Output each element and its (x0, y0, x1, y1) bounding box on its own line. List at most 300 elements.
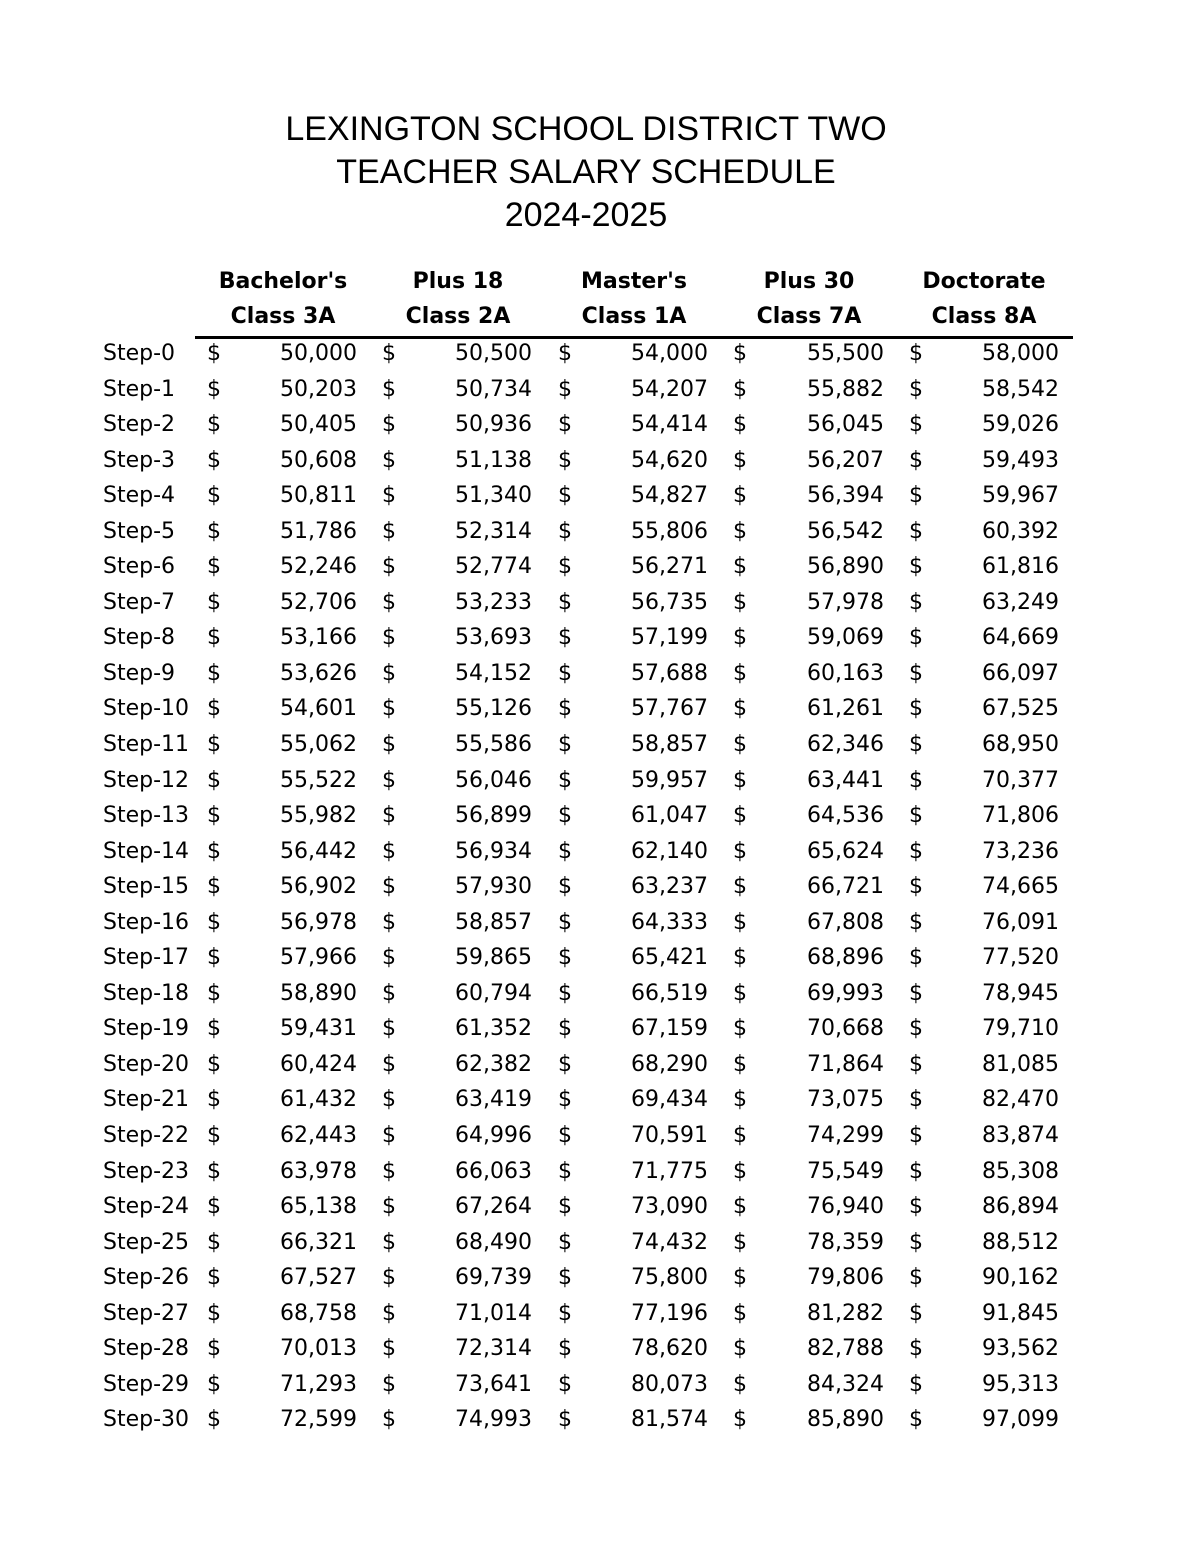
salary-value: 68,290 (631, 1051, 708, 1077)
column-header-masters (546, 264, 722, 334)
step-label: Step-19 (103, 1016, 190, 1042)
salary-value: 70,013 (280, 1336, 357, 1362)
currency-symbol: $ (733, 838, 747, 864)
salary-value: 66,519 (631, 980, 708, 1006)
currency-symbol: $ (382, 554, 396, 580)
currency-symbol: $ (382, 838, 396, 864)
salary-value: 74,665 (982, 874, 1059, 900)
column-header-degree: Master's (581, 269, 687, 294)
currency-symbol: $ (909, 874, 923, 900)
salary-value: 58,890 (280, 980, 357, 1006)
salary-value: 50,405 (280, 412, 357, 438)
currency-symbol: $ (733, 1158, 747, 1184)
salary-value: 59,431 (280, 1016, 357, 1042)
salary-value: 90,162 (982, 1265, 1059, 1291)
salary-value: 76,091 (982, 909, 1059, 935)
currency-symbol: $ (909, 980, 923, 1006)
table-row (0, 620, 1200, 656)
currency-symbol: $ (558, 696, 572, 722)
salary-value: 50,811 (280, 483, 357, 509)
salary-value: 73,075 (807, 1087, 884, 1113)
step-label: Step-6 (103, 554, 176, 580)
currency-symbol: $ (558, 376, 572, 402)
currency-symbol: $ (207, 1194, 221, 1220)
currency-symbol: $ (733, 1407, 747, 1433)
currency-symbol: $ (909, 909, 923, 935)
salary-value: 58,000 (982, 341, 1059, 366)
currency-symbol: $ (382, 1300, 396, 1326)
currency-symbol: $ (733, 1194, 747, 1220)
step-label: Step-10 (103, 696, 190, 722)
salary-value: 53,166 (280, 625, 357, 651)
salary-value: 69,434 (631, 1087, 708, 1113)
currency-symbol: $ (558, 1123, 572, 1149)
currency-symbol: $ (207, 1407, 221, 1433)
salary-value: 56,902 (280, 874, 357, 900)
salary-value: 57,978 (807, 589, 884, 615)
step-label: Step-24 (103, 1194, 190, 1220)
currency-symbol: $ (207, 1016, 221, 1042)
currency-symbol: $ (733, 1051, 747, 1077)
currency-symbol: $ (207, 767, 221, 793)
currency-symbol: $ (382, 412, 396, 438)
salary-value: 79,710 (982, 1016, 1059, 1042)
currency-symbol: $ (207, 1265, 221, 1291)
salary-value: 59,967 (982, 483, 1059, 509)
currency-symbol: $ (909, 1123, 923, 1149)
currency-symbol: $ (382, 625, 396, 651)
currency-symbol: $ (733, 483, 747, 509)
salary-value: 67,159 (631, 1016, 708, 1042)
salary-value: 63,249 (982, 589, 1059, 615)
currency-symbol: $ (207, 341, 221, 366)
currency-symbol: $ (382, 376, 396, 402)
table-row (0, 1260, 1200, 1296)
salary-value: 56,899 (455, 803, 532, 829)
salary-value: 64,333 (631, 909, 708, 935)
salary-value: 54,827 (631, 483, 708, 509)
currency-symbol: $ (909, 341, 923, 366)
salary-value: 51,786 (280, 518, 357, 544)
salary-value: 56,207 (807, 447, 884, 473)
salary-value: 83,874 (982, 1123, 1059, 1149)
currency-symbol: $ (382, 1194, 396, 1220)
salary-value: 54,207 (631, 376, 708, 402)
currency-symbol: $ (382, 589, 396, 615)
currency-symbol: $ (909, 732, 923, 758)
salary-value: 52,246 (280, 554, 357, 580)
salary-value: 57,767 (631, 696, 708, 722)
currency-symbol: $ (909, 1336, 923, 1362)
step-label: Step-5 (103, 518, 176, 544)
currency-symbol: $ (382, 1265, 396, 1291)
currency-symbol: $ (909, 696, 923, 722)
currency-symbol: $ (382, 1051, 396, 1077)
salary-value: 73,090 (631, 1194, 708, 1220)
currency-symbol: $ (382, 696, 396, 722)
salary-value: 50,000 (280, 341, 357, 366)
salary-value: 57,930 (455, 874, 532, 900)
salary-value: 62,443 (280, 1123, 357, 1149)
currency-symbol: $ (558, 909, 572, 935)
salary-value: 74,993 (455, 1407, 532, 1433)
currency-symbol: $ (733, 874, 747, 900)
currency-symbol: $ (733, 376, 747, 402)
table-row (0, 869, 1200, 905)
salary-value: 54,601 (280, 696, 357, 722)
salary-value: 58,857 (631, 732, 708, 758)
column-header-class: Class 3A (230, 304, 336, 329)
salary-value: 59,865 (455, 945, 532, 971)
column-header-doctorate (896, 264, 1072, 334)
currency-symbol: $ (909, 1229, 923, 1255)
currency-symbol: $ (733, 945, 747, 971)
salary-value: 55,882 (807, 376, 884, 402)
currency-symbol: $ (909, 376, 923, 402)
currency-symbol: $ (558, 1229, 572, 1255)
salary-value: 74,432 (631, 1229, 708, 1255)
table-row (0, 1082, 1200, 1118)
salary-value: 75,549 (807, 1158, 884, 1184)
salary-value: 70,668 (807, 1016, 884, 1042)
salary-value: 63,441 (807, 767, 884, 793)
currency-symbol: $ (558, 980, 572, 1006)
title-year: 2024-2025 (504, 196, 668, 234)
currency-symbol: $ (733, 589, 747, 615)
salary-value: 77,196 (631, 1300, 708, 1326)
table-row (0, 1154, 1200, 1190)
column-header-degree: Doctorate (922, 269, 1046, 294)
step-label: Step-1 (103, 376, 176, 402)
currency-symbol: $ (558, 341, 572, 366)
salary-value: 78,620 (631, 1336, 708, 1362)
salary-value: 62,140 (631, 838, 708, 864)
table-row (0, 1047, 1200, 1083)
salary-value: 65,421 (631, 945, 708, 971)
currency-symbol: $ (909, 660, 923, 686)
table-row (0, 1225, 1200, 1261)
currency-symbol: $ (909, 412, 923, 438)
salary-value: 60,392 (982, 518, 1059, 544)
currency-symbol: $ (207, 554, 221, 580)
salary-value: 61,432 (280, 1087, 357, 1113)
salary-value: 59,493 (982, 447, 1059, 473)
salary-value: 67,527 (280, 1265, 357, 1291)
currency-symbol: $ (558, 483, 572, 509)
salary-value: 81,574 (631, 1407, 708, 1433)
column-header-degree: Plus 30 (763, 269, 855, 294)
salary-value: 56,978 (280, 909, 357, 935)
table-row (0, 976, 1200, 1012)
step-label: Step-13 (103, 803, 190, 829)
document-title (0, 108, 1172, 237)
salary-value: 61,261 (807, 696, 884, 722)
salary-value: 72,599 (280, 1407, 357, 1433)
currency-symbol: $ (909, 1300, 923, 1326)
currency-symbol: $ (382, 1158, 396, 1184)
currency-symbol: $ (733, 660, 747, 686)
currency-symbol: $ (909, 1371, 923, 1397)
currency-symbol: $ (207, 483, 221, 509)
step-label: Step-8 (103, 625, 176, 651)
currency-symbol: $ (558, 1265, 572, 1291)
currency-symbol: $ (733, 412, 747, 438)
currency-symbol: $ (733, 341, 747, 366)
currency-symbol: $ (207, 1087, 221, 1113)
salary-value: 62,346 (807, 732, 884, 758)
currency-symbol: $ (558, 1051, 572, 1077)
step-label: Step-14 (103, 838, 190, 864)
salary-value: 56,890 (807, 554, 884, 580)
currency-symbol: $ (558, 447, 572, 473)
salary-value: 60,794 (455, 980, 532, 1006)
currency-symbol: $ (733, 732, 747, 758)
currency-symbol: $ (382, 732, 396, 758)
currency-symbol: $ (382, 874, 396, 900)
currency-symbol: $ (909, 447, 923, 473)
salary-value: 85,308 (982, 1158, 1059, 1184)
salary-value: 55,126 (455, 696, 532, 722)
salary-value: 55,586 (455, 732, 532, 758)
salary-value: 55,062 (280, 732, 357, 758)
column-header-plus18 (370, 264, 546, 334)
salary-value: 55,500 (807, 341, 884, 366)
currency-symbol: $ (558, 625, 572, 651)
salary-value: 54,414 (631, 412, 708, 438)
column-header-class: Class 7A (756, 304, 862, 329)
currency-symbol: $ (382, 1407, 396, 1433)
salary-value: 59,069 (807, 625, 884, 651)
salary-value: 56,394 (807, 483, 884, 509)
salary-value: 62,382 (455, 1051, 532, 1077)
currency-symbol: $ (733, 909, 747, 935)
currency-symbol: $ (558, 412, 572, 438)
salary-value: 79,806 (807, 1265, 884, 1291)
salary-value: 51,340 (455, 483, 532, 509)
salary-value: 71,806 (982, 803, 1059, 829)
salary-value: 50,936 (455, 412, 532, 438)
currency-symbol: $ (207, 945, 221, 971)
salary-value: 67,264 (455, 1194, 532, 1220)
step-label: Step-26 (103, 1265, 190, 1291)
salary-value: 67,808 (807, 909, 884, 935)
step-label: Step-0 (103, 341, 176, 366)
column-header-class: Class 8A (931, 304, 1037, 329)
column-header-class: Class 2A (405, 304, 511, 329)
currency-symbol: $ (207, 874, 221, 900)
salary-value: 84,324 (807, 1371, 884, 1397)
salary-value: 57,966 (280, 945, 357, 971)
currency-symbol: $ (909, 518, 923, 544)
currency-symbol: $ (207, 1371, 221, 1397)
salary-value: 59,957 (631, 767, 708, 793)
salary-value: 59,026 (982, 412, 1059, 438)
table-row (0, 1367, 1200, 1403)
step-label: Step-7 (103, 589, 176, 615)
step-label: Step-16 (103, 909, 190, 935)
currency-symbol: $ (382, 1371, 396, 1397)
column-header-bachelors (195, 264, 371, 334)
currency-symbol: $ (382, 518, 396, 544)
salary-value: 71,293 (280, 1371, 357, 1397)
salary-value: 82,788 (807, 1336, 884, 1362)
salary-value: 85,890 (807, 1407, 884, 1433)
salary-value: 66,063 (455, 1158, 532, 1184)
currency-symbol: $ (382, 1336, 396, 1362)
salary-value: 71,864 (807, 1051, 884, 1077)
table-row (0, 798, 1200, 834)
salary-value: 68,950 (982, 732, 1059, 758)
salary-value: 77,520 (982, 945, 1059, 971)
table-row (0, 407, 1200, 443)
salary-value: 65,624 (807, 838, 884, 864)
salary-value: 76,940 (807, 1194, 884, 1220)
salary-value: 80,073 (631, 1371, 708, 1397)
salary-value: 55,522 (280, 767, 357, 793)
salary-value: 56,442 (280, 838, 357, 864)
salary-value: 63,419 (455, 1087, 532, 1113)
table-row (0, 1331, 1200, 1367)
column-header-class: Class 1A (581, 304, 687, 329)
currency-symbol: $ (733, 1265, 747, 1291)
currency-symbol: $ (207, 660, 221, 686)
currency-symbol: $ (558, 1300, 572, 1326)
step-label: Step-12 (103, 767, 190, 793)
currency-symbol: $ (207, 1123, 221, 1149)
salary-value: 61,047 (631, 803, 708, 829)
currency-symbol: $ (909, 1265, 923, 1291)
salary-value: 73,641 (455, 1371, 532, 1397)
salary-value: 68,758 (280, 1300, 357, 1326)
currency-symbol: $ (382, 660, 396, 686)
table-header (195, 264, 1073, 339)
currency-symbol: $ (909, 554, 923, 580)
salary-value: 70,377 (982, 767, 1059, 793)
step-label: Step-27 (103, 1300, 190, 1326)
step-label: Step-4 (103, 483, 176, 509)
currency-symbol: $ (909, 1051, 923, 1077)
currency-symbol: $ (909, 1016, 923, 1042)
currency-symbol: $ (558, 1371, 572, 1397)
currency-symbol: $ (382, 803, 396, 829)
step-label: Step-29 (103, 1371, 190, 1397)
currency-symbol: $ (733, 554, 747, 580)
currency-symbol: $ (207, 1051, 221, 1077)
step-label: Step-18 (103, 980, 190, 1006)
currency-symbol: $ (558, 1407, 572, 1433)
salary-value: 66,097 (982, 660, 1059, 686)
table-row (0, 691, 1200, 727)
currency-symbol: $ (207, 980, 221, 1006)
column-header-degree: Bachelor's (218, 269, 348, 294)
table-row (0, 905, 1200, 941)
salary-value: 69,993 (807, 980, 884, 1006)
salary-value: 55,982 (280, 803, 357, 829)
salary-value: 57,688 (631, 660, 708, 686)
salary-value: 78,359 (807, 1229, 884, 1255)
currency-symbol: $ (558, 945, 572, 971)
salary-value: 64,669 (982, 625, 1059, 651)
table-row (0, 1118, 1200, 1154)
currency-symbol: $ (558, 803, 572, 829)
currency-symbol: $ (733, 625, 747, 651)
currency-symbol: $ (558, 838, 572, 864)
table-row (0, 1402, 1200, 1438)
currency-symbol: $ (382, 767, 396, 793)
salary-value: 97,099 (982, 1407, 1059, 1433)
table-row (0, 1011, 1200, 1047)
salary-value: 52,314 (455, 518, 532, 544)
salary-value: 56,046 (455, 767, 532, 793)
table-row (0, 1296, 1200, 1332)
currency-symbol: $ (207, 1300, 221, 1326)
salary-value: 66,321 (280, 1229, 357, 1255)
salary-value: 56,271 (631, 554, 708, 580)
salary-value: 82,470 (982, 1087, 1059, 1113)
currency-symbol: $ (909, 945, 923, 971)
currency-symbol: $ (558, 874, 572, 900)
column-header-plus30 (721, 264, 897, 334)
salary-value: 75,800 (631, 1265, 708, 1291)
salary-value: 58,542 (982, 376, 1059, 402)
salary-value: 78,945 (982, 980, 1059, 1006)
currency-symbol: $ (382, 1229, 396, 1255)
salary-value: 67,525 (982, 696, 1059, 722)
currency-symbol: $ (207, 412, 221, 438)
salary-value: 57,199 (631, 625, 708, 651)
table-row (0, 727, 1200, 763)
currency-symbol: $ (558, 1336, 572, 1362)
currency-symbol: $ (382, 980, 396, 1006)
table-row (0, 336, 1200, 372)
salary-value: 54,620 (631, 447, 708, 473)
currency-symbol: $ (733, 1016, 747, 1042)
salary-value: 91,845 (982, 1300, 1059, 1326)
currency-symbol: $ (733, 767, 747, 793)
salary-value: 86,894 (982, 1194, 1059, 1220)
step-label: Step-3 (103, 447, 176, 473)
currency-symbol: $ (909, 1087, 923, 1113)
currency-symbol: $ (733, 1229, 747, 1255)
currency-symbol: $ (207, 589, 221, 615)
currency-symbol: $ (207, 518, 221, 544)
currency-symbol: $ (382, 909, 396, 935)
currency-symbol: $ (382, 447, 396, 473)
currency-symbol: $ (558, 518, 572, 544)
salary-value: 55,806 (631, 518, 708, 544)
table-row (0, 834, 1200, 870)
table-row (0, 549, 1200, 585)
currency-symbol: $ (207, 1229, 221, 1255)
currency-symbol: $ (558, 767, 572, 793)
currency-symbol: $ (733, 1336, 747, 1362)
step-label: Step-28 (103, 1336, 190, 1362)
currency-symbol: $ (909, 767, 923, 793)
currency-symbol: $ (733, 518, 747, 544)
salary-value: 95,313 (982, 1371, 1059, 1397)
salary-value: 52,706 (280, 589, 357, 615)
salary-value: 65,138 (280, 1194, 357, 1220)
currency-symbol: $ (909, 803, 923, 829)
salary-value: 50,608 (280, 447, 357, 473)
salary-value: 54,000 (631, 341, 708, 366)
currency-symbol: $ (382, 1123, 396, 1149)
currency-symbol: $ (909, 838, 923, 864)
currency-symbol: $ (733, 980, 747, 1006)
step-label: Step-25 (103, 1229, 190, 1255)
currency-symbol: $ (558, 660, 572, 686)
currency-symbol: $ (558, 554, 572, 580)
